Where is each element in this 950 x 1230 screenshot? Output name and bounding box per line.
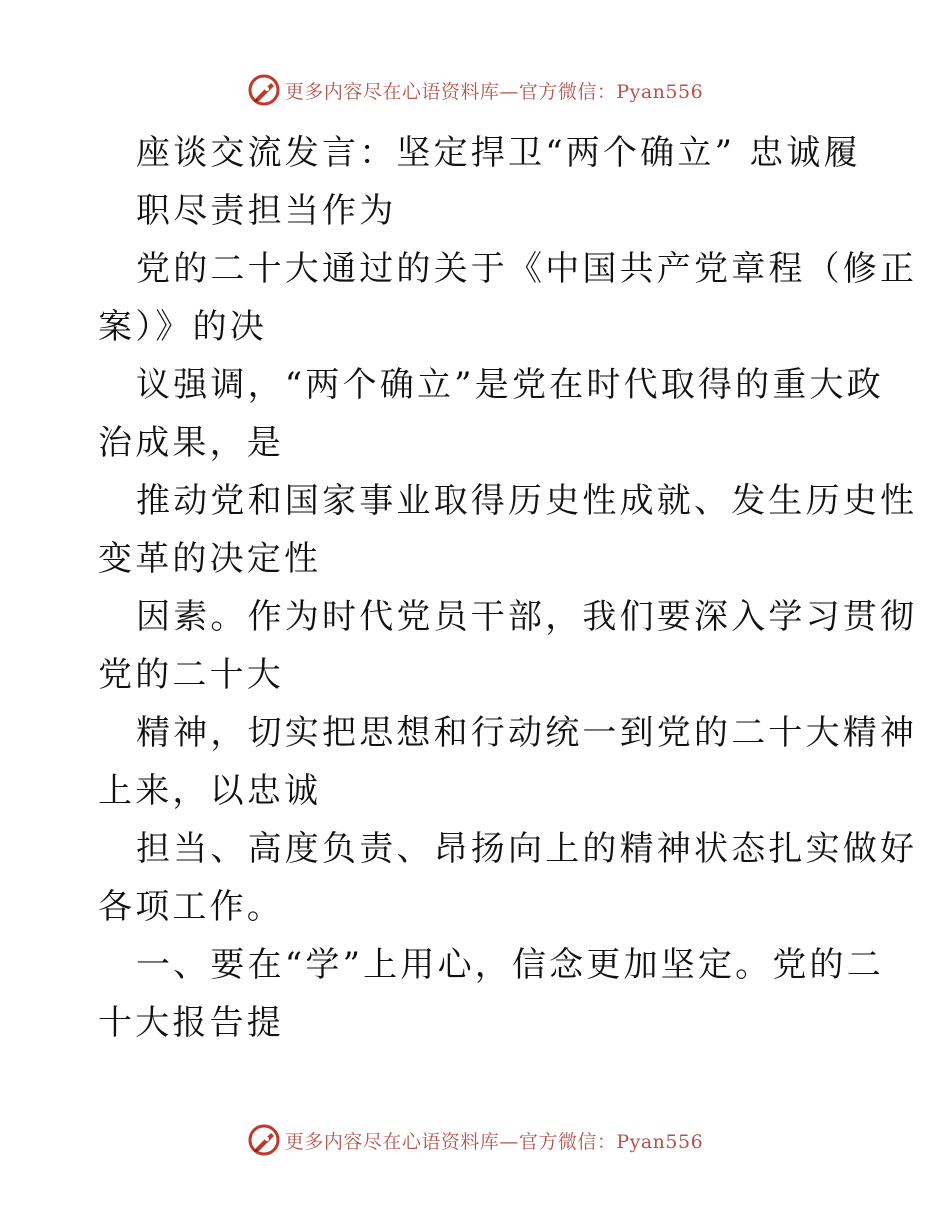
paragraph-line: 各项工作。 [98,887,284,927]
paragraph-line: 议强调，“两个确立”是党在时代取得的重大政 [136,365,884,405]
document-body [98,124,918,1052]
title-line-1: 座谈交流发言：坚定捍卫“两个确立” 忠诚履 [136,133,861,173]
paragraph-line: 十大报告提 [98,1003,284,1043]
paragraph-line: 变革的决定性 [98,539,322,579]
paragraph-line: 因素。作为时代党员干部，我们要深入学习贯彻 [136,597,918,637]
paragraph-line: 上来，以忠诚 [98,771,322,811]
paragraph-line: 党的二十大通过的关于《中国共产党章程（修正 [136,249,918,289]
paragraph-line: 治成果，是 [98,423,284,463]
header-banner-text: 更多内容尽在心语资料库—官方微信：Pyan556 [284,80,704,103]
paragraph-line: 精神，切实把思想和行动统一到党的二十大精神 [136,713,918,753]
paragraph-line: 案）》的决 [98,307,267,347]
title-line-2: 职尽责担当作为 [136,191,397,231]
header-banner [0,70,950,110]
footer-banner [0,1120,950,1160]
pen-logo-icon [247,1123,281,1157]
paragraph-line: 党的二十大 [98,655,284,695]
footer-banner-text: 更多内容尽在心语资料库—官方微信：Pyan556 [284,1130,704,1153]
paragraph-line: 推动党和国家事业取得历史性成就、发生历史性 [136,481,918,521]
paragraph-line: 担当、高度负责、昂扬向上的精神状态扎实做好 [136,829,918,869]
section-heading-line: 一、要在“学”上用心，信念更加坚定。党的二 [136,945,884,985]
pen-logo-icon [247,73,281,107]
